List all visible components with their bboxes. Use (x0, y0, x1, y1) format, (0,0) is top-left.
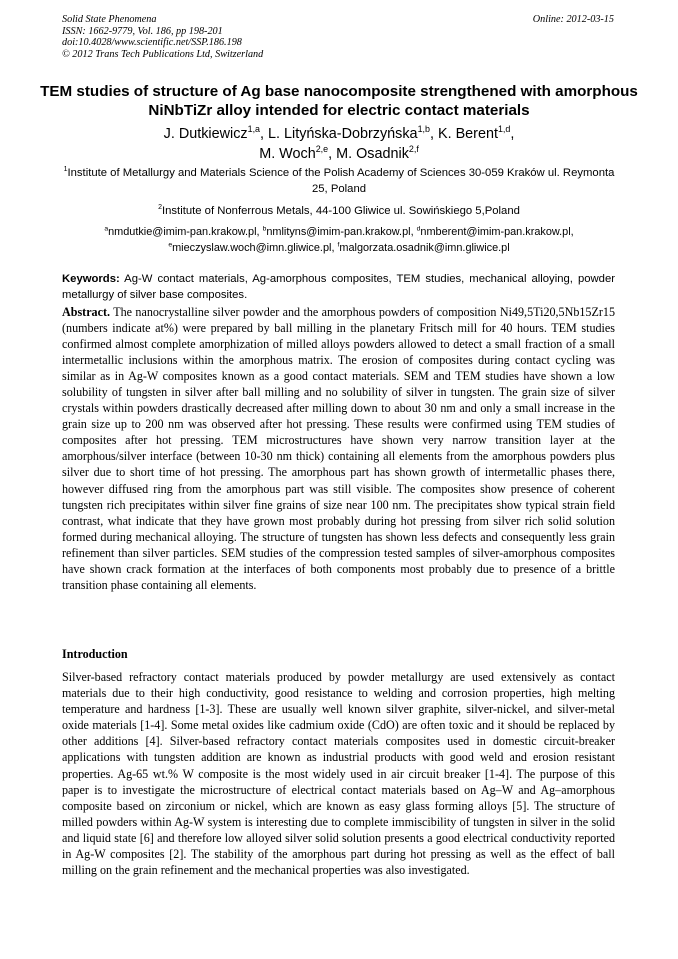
author-sup: 2,e (315, 144, 329, 155)
author-sup: 1,b (417, 124, 430, 135)
affiliation-num: 2 (158, 204, 162, 212)
online-date: Online: 2012-03-15 (532, 14, 614, 25)
affiliation-text: Institute of Metallurgy and Materials Science of the Polish Academy of Sciences 30-059 Kraków ul. Reymonta 25, Poland (67, 167, 615, 195)
author-name: L. Lityńska-Dobrzyńska (268, 126, 418, 142)
abstract-text: The nanocrystalline silver powder and the amorphous powders of composition Ni49,5Ti20,5Nb15Zr15 (numbers indicate at%) were prepared by ball milling in the planetary Fritsch mill for 40 hours. TEM studies confirmed almost complete amorphization of milled alloys powders allowed to detect a small fraction of a small intermetallic inclusions within the amorphous matrix. The erosion of composites during contact cycling was similar as in Ag-W composites known as a good contact materials. SEM and TEM studies have shown a low solubility of tungsten in silver after ball milling and no solubility of silver in tungsten. The grain size of silver crystals within powders drastically decreased after milling down to about 30 nm and only a small increase in the grain size up to 200 nm was observed after hot pressing. These results were confirmed using TEM studies of composites after hot pressing. TEM microstructures have shown very narrow transition layer at the amorphous/silver interface (between 10-30 nm thick) containing all elements from the amorphous powders plus silver due to short time of hot pressing. The amorphous part has shown growth of intermetallic phases there, however diffused ring from the amorphous part was still visible. The composites show presence of coherent tungsten rich precipitates within silver fine grains of size near 100 nm. The precipitates show typical strain field contrast, what indicate that they have grown most probably during hot pressing from silver rich solid solution formed during mechanical alloying. The structure of tungsten has shown less defects and consequently less grain refinement than silver particles. SEM studies of the compression tested samples of silver-amorphous composites have shown crack formation at the interfaces of both components most probably due to presence of a brittle transition phase containing all elements. (62, 305, 615, 592)
affiliation-2 (60, 204, 618, 220)
author-name: M. Woch (259, 146, 316, 162)
issn-line: ISSN: 1662-9779, Vol. 186, pp 198-201 (62, 25, 223, 37)
email-address: nmlityns@imim-pan.krakow.pl (266, 226, 411, 238)
email-address: nmberent@imim-pan.krakow.pl, (420, 226, 574, 238)
introduction-text: Silver-based refractory contact materials produced by powder metallurgy are used extensively as contact materials due to their high conductivity, good resistance to welding and corrosion properties, high melting temperature and hardness [1-3]. These are usually well known silver graphite, silver-nickel, and silver-metal oxide materials [1-4]. Some metal oxides like cadmium oxide (CdO) are often toxic and it should be replaced by other additions [4]. Silver-based refractory contact materials composites used in domestic circuit-breaker applications with tungsten addition are known as industrial products with good weld and erosion resistant properties. Ag-65 wt.% W composite is the most widely used in air circuit breaker [1-4]. The purpose of this paper is to investigate the microstructure of electrical contact materials based on Ag–W and Ag–amorphous composite based on zirconium or nickel, which are known as easy glass forming alloys [5]. The structure of milled powders within Ag-W system is interesting due to complete immiscibility of tungsten in silver in the solid and liquid state [6] and therefore low alloyed silver solid solution presents a good electrical conductivity reported in Ag-W composites [2]. The stability of the amorphous part during hot pressing as well as the effect of ball milling on the grain refinement and the mechanical properties was also investigated. (62, 670, 615, 878)
doi-line: doi:10.4028/www.scientific.net/SSP.186.198 (62, 37, 242, 49)
author-sup: 2,f (408, 144, 419, 155)
author (336, 146, 419, 162)
author (259, 146, 336, 162)
author-sup: 1,d (497, 124, 511, 135)
author (164, 126, 268, 142)
author-name: K. Berent (437, 126, 498, 142)
email (263, 226, 417, 238)
author-sep: , (510, 126, 515, 142)
author (268, 126, 438, 142)
email-list (60, 225, 618, 256)
author-list (60, 124, 618, 164)
email-address: malgorzata.osadnik@imn.gliwice.pl (339, 241, 510, 254)
affiliation-num: 1 (63, 166, 68, 174)
affiliation-text: Institute of Nonferrous Metals, 44-100 Gliwice ul. Sowińskiego 5,Poland (161, 205, 520, 217)
keywords-label: Keywords: (62, 273, 120, 285)
keywords-section (62, 272, 615, 303)
author-name: M. Osadnik (336, 146, 409, 162)
email-sep: , (256, 226, 263, 238)
abstract-label: Abstract. (62, 305, 111, 319)
copyright-line: © 2012 Trans Tech Publications Ltd, Switzerland (62, 48, 264, 60)
author-sup: 1,a (247, 124, 260, 135)
email (417, 226, 574, 238)
email-sep: , (410, 226, 417, 238)
author-sep: , (260, 126, 268, 142)
abstract-section (62, 304, 615, 593)
author (438, 126, 514, 142)
keywords-text: Ag-W contact materials, Ag-amorphous composites, TEM studies, mechanical alloying, powder metallurgy of silver base composites. (62, 273, 615, 301)
email-sup: a (104, 225, 109, 233)
email-sep: , (331, 241, 338, 254)
email-sup: b (262, 225, 267, 233)
email-sup: e (168, 240, 173, 248)
journal-name: Solid State Phenomena (62, 14, 157, 25)
email-address: mieczyslaw.woch@imn.gliwice.pl (172, 241, 332, 254)
email (104, 226, 262, 238)
email-sup: d (416, 225, 421, 233)
email-address: nmdutkie@imim-pan.krakow.pl (108, 226, 257, 238)
author-name: J. Dutkiewicz (163, 126, 248, 142)
author-sep: , (429, 126, 438, 142)
email-sup: f (337, 240, 340, 248)
email (338, 242, 510, 254)
paper-title: TEM studies of structure of Ag base nanocomposite strengthened with amorphous NiNbTiZr alloy intended for electric contact materials (40, 83, 638, 119)
author-sep: , (328, 146, 337, 162)
email (168, 242, 337, 254)
affiliation-1 (60, 166, 618, 197)
journal-header (62, 14, 263, 60)
section-heading: Introduction (62, 647, 128, 661)
